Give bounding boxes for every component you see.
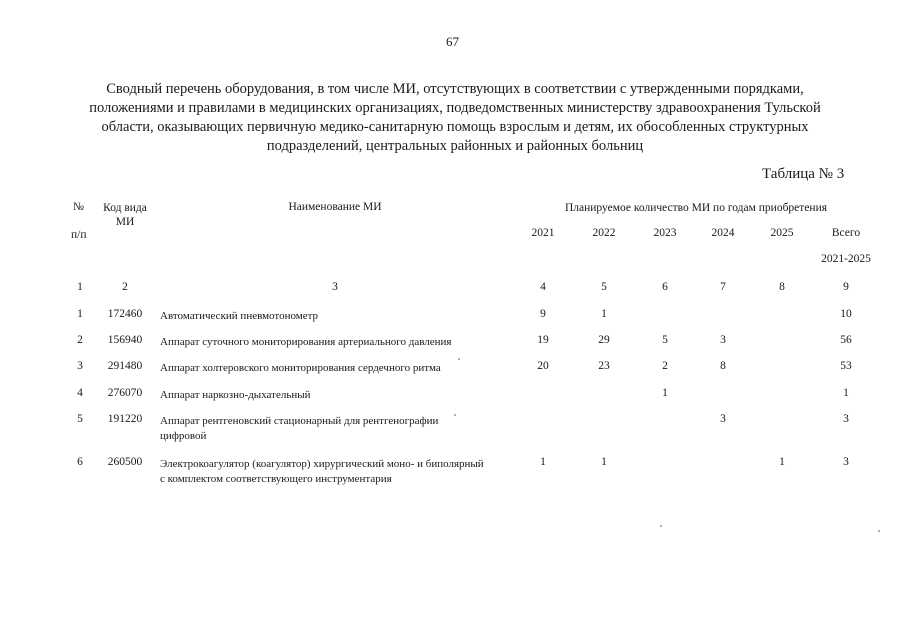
- row-number: 4: [77, 387, 83, 399]
- row-name: [160, 457, 520, 487]
- row-value-2022: 23: [598, 360, 610, 372]
- title-line: области, оказывающих первичную медико-санитарную помощь взрослым и детям, их обособленных структурных: [101, 119, 809, 135]
- row-code: 260500: [107, 456, 143, 468]
- column-number: 7: [720, 281, 726, 293]
- row-value-total: 56: [840, 334, 852, 346]
- row-name-line: с комплектом соответствующего инструментария: [160, 473, 392, 485]
- row-name: [160, 361, 520, 376]
- row-code: 156940: [107, 334, 143, 346]
- row-value-total: 10: [840, 308, 852, 320]
- column-number: 2: [122, 281, 128, 293]
- row-name-line: Электрокоагулятор (коагулятор) хирургический моно- и биполярный: [160, 458, 484, 470]
- row-value-2022: 1: [601, 308, 607, 320]
- row-number: 5: [77, 413, 83, 425]
- row-value-2024: 3: [720, 413, 726, 425]
- row-value-2023: 5: [662, 334, 668, 346]
- row-value-2023: 2: [662, 360, 668, 372]
- row-name-line: Аппарат холтеровского мониторирования сердечного ритма: [160, 362, 441, 374]
- scan-speck: [878, 530, 880, 532]
- row-name: [160, 335, 520, 350]
- row-value-total: 1: [843, 387, 849, 399]
- header-num: №: [73, 201, 84, 213]
- header-planned: Планируемое количество МИ по годам приобретения: [564, 202, 828, 214]
- header-year-2023: 2023: [653, 227, 677, 239]
- header-year-2024: 2024: [711, 227, 735, 239]
- column-number: 4: [540, 281, 546, 293]
- row-number: 6: [77, 456, 83, 468]
- row-value-total: 3: [843, 413, 849, 425]
- row-name-line: Аппарат наркозно-дыхательный: [160, 389, 311, 401]
- row-value-2024: 8: [720, 360, 726, 372]
- row-code: 276070: [107, 387, 143, 399]
- header-year-2021: 2021: [531, 227, 555, 239]
- row-value-2024: 3: [720, 334, 726, 346]
- row-name: [160, 388, 520, 403]
- row-value-total: 53: [840, 360, 852, 372]
- header-year-2022: 2022: [592, 227, 616, 239]
- row-name: [160, 414, 520, 444]
- column-number: 3: [332, 281, 338, 293]
- row-number: 1: [77, 308, 83, 320]
- scan-speck: [660, 525, 662, 527]
- row-value-2021: 9: [540, 308, 546, 320]
- row-number: 3: [77, 360, 83, 372]
- title-line: Сводный перечень оборудования, в том числе МИ, отсутствующих в соответствии с утвержденными порядками,: [106, 81, 804, 97]
- header-total: Всего: [831, 227, 861, 239]
- row-value-2022: 29: [598, 334, 610, 346]
- table-label: Таблица № 3: [762, 166, 845, 182]
- column-number: 9: [843, 281, 849, 293]
- page-number: 67: [446, 34, 459, 49]
- header-name: Наименование МИ: [288, 201, 382, 213]
- header-total-sub: 2021-2025: [821, 253, 871, 265]
- row-value-2022: 1: [601, 456, 607, 468]
- column-number: 6: [662, 281, 668, 293]
- title-line: подразделений, центральных районных и районных больниц: [266, 138, 644, 154]
- row-code: 191220: [107, 413, 143, 425]
- row-code: 172460: [107, 308, 143, 320]
- row-number: 2: [77, 334, 83, 346]
- header-year-2025: 2025: [770, 227, 794, 239]
- header-num-sub: п/п: [71, 229, 87, 241]
- document-title: [60, 80, 850, 156]
- row-value-2025: 1: [779, 456, 785, 468]
- column-number: 5: [601, 281, 607, 293]
- scan-speck: [454, 414, 456, 416]
- row-value-2021: 20: [537, 360, 549, 372]
- row-value-total: 3: [843, 456, 849, 468]
- scan-speck: [458, 358, 460, 360]
- row-name-line: Аппарат суточного мониторирования артериального давления: [160, 336, 452, 348]
- row-code: 291480: [107, 360, 143, 372]
- column-number: 1: [77, 281, 83, 293]
- header-code-sub: МИ: [115, 216, 135, 228]
- row-name-line: Аппарат рентгеновский стационарный для рентгенографии: [160, 415, 439, 427]
- column-number: 8: [779, 281, 785, 293]
- row-name-line: Автоматический пневмотонометр: [160, 310, 319, 322]
- row-value-2021: 1: [540, 456, 546, 468]
- title-line: положениями и правилами в медицинских организациях, подведомственных министерству здравоохранения Тульской: [89, 100, 821, 116]
- header-code: Код вида: [103, 202, 147, 214]
- row-name: [160, 309, 520, 324]
- row-value-2021: 19: [537, 334, 549, 346]
- row-name-line: цифровой: [160, 430, 207, 442]
- row-value-2023: 1: [662, 387, 668, 399]
